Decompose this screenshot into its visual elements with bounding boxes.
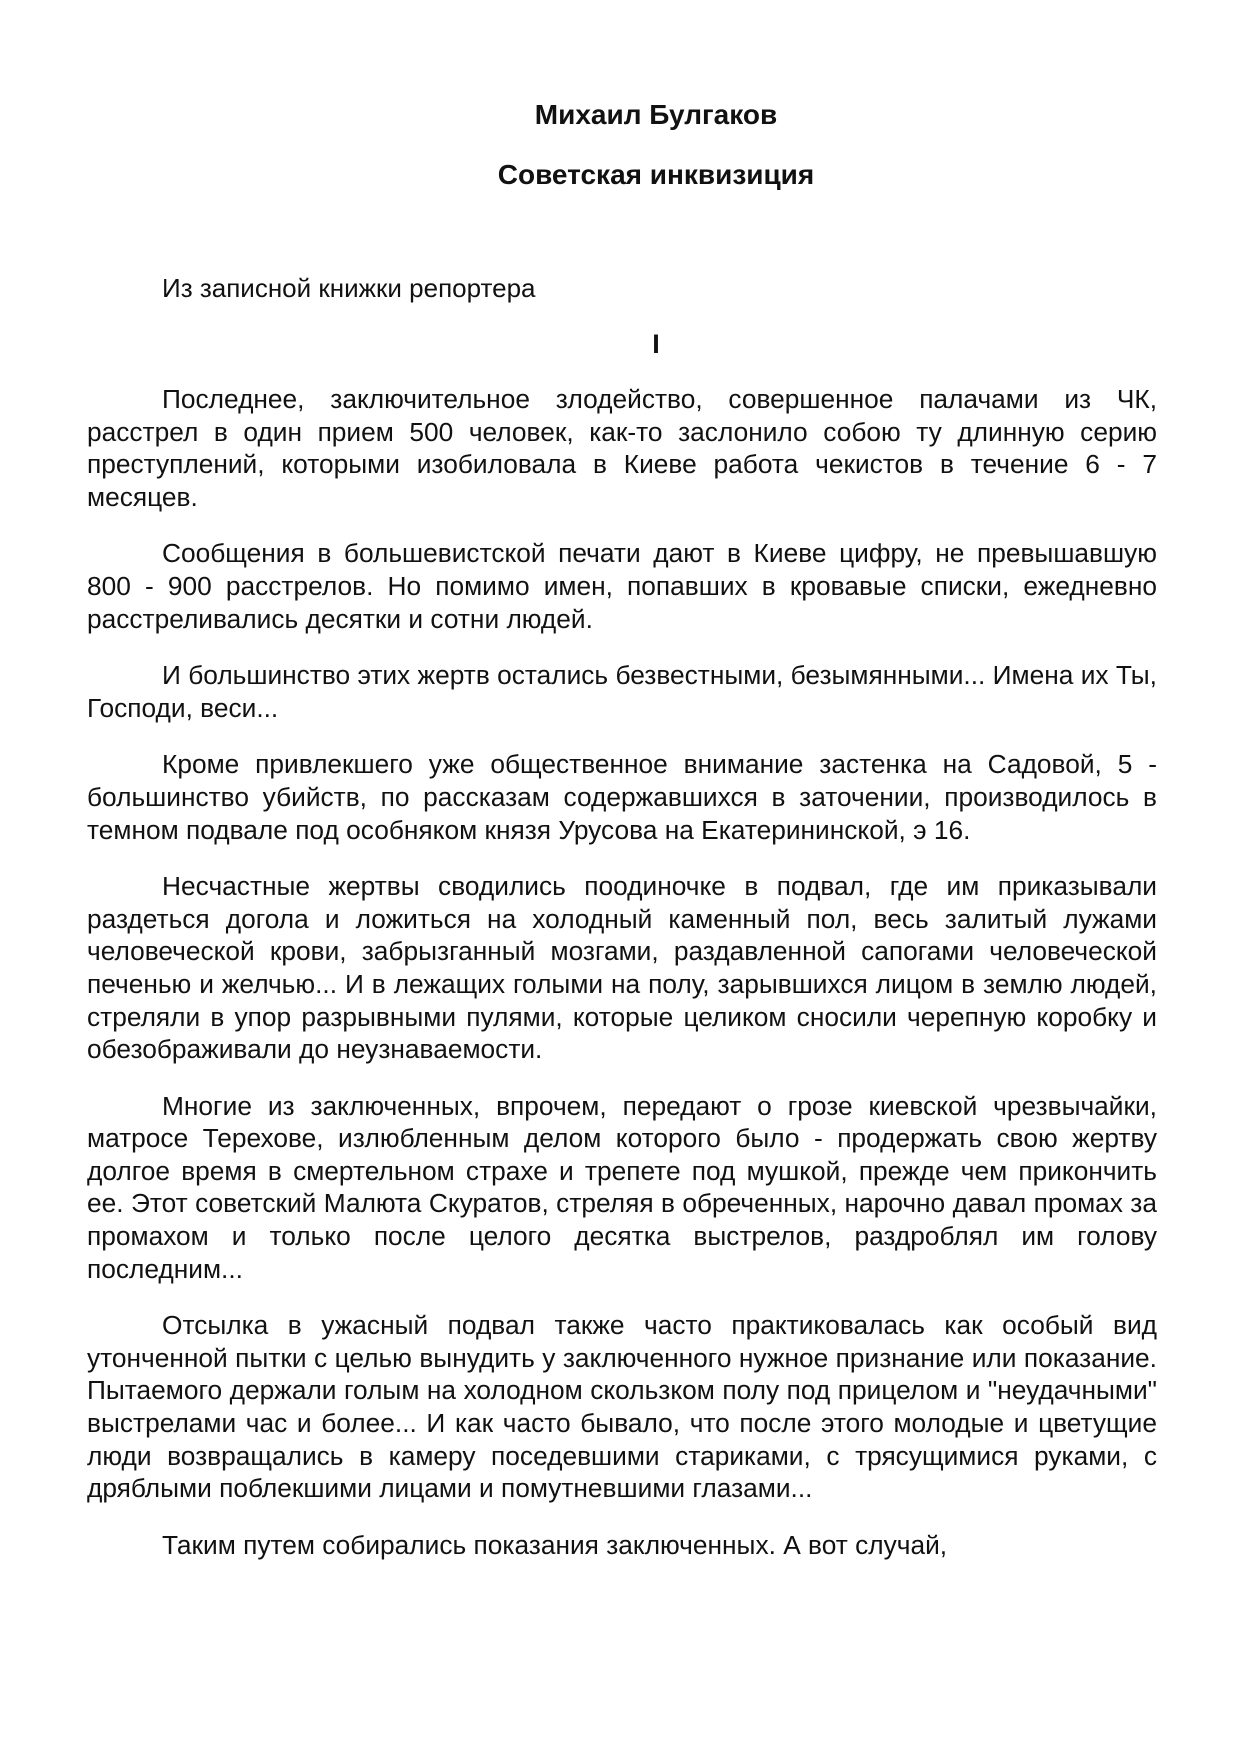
chapter-number: I — [652, 329, 660, 359]
paragraph-7: Отсылка в ужасный подвал также часто практиковалась как особый вид утонченной пытки с целью вынудить у заключенного нужное признание или показание. Пытаемого держали голым на холодном скользком полу под прицелом и "неудачными" выстрелами час и более... И как часто бывало, что после этого молодые и цветущие люди возвращались в камеру поседевшими стариками, с трясущимися руками, с дряблыми поблекшими лицами и помутневшими глазами... — [87, 1310, 1157, 1504]
paragraph-2: Сообщения в большевистской печати дают в Киеве цифру, не превышавшую 800 - 900 расстрелов. Но помимо имен, попавших в кровавые списки, ежедневно расстреливались десятки и сотни людей. — [87, 538, 1157, 634]
paragraph-5: Несчастные жертвы сводились поодиночке в подвал, где им приказывали раздеться догола и ложиться на холодный каменный пол, весь залитый лужами человеческой крови, забрызганный мозгами, раздавленной сапогами человеческой печенью и желчью... И в лежащих голыми на полу, зарывшихся лицом в землю людей, стреляли в упор разрывными пулями, которые целиком сносили черепную коробку и обезображивали до неузнаваемости. — [87, 871, 1157, 1065]
paragraph-6: Многие из заключенных, впрочем, передают о грозе киевской чрезвычайки, матросе Терехове, излюбленным делом которого было - продержать свою жертву долгое время в смертельном страхе и трепете под мушкой, прежде чем прикончить ее. Этот советский Малюта Скуратов, стреляя в обреченных, нарочно давал промах за промахом и только после целого десятка выстрелов, раздроблял им голову последним... — [87, 1090, 1157, 1284]
body-text — [87, 383, 1157, 1585]
paragraph-8: Таким путем собирались показания заключенных. А вот случай, — [162, 1529, 948, 1560]
paragraph-3: И большинство этих жертв остались безвестными, безымянными... Имена их Ты, Господи, веси... — [87, 660, 1157, 723]
paragraph-1: Последнее, заключительное злодейство, совершенное палачами из ЧК, расстрел в один прием 500 человек, как-то заслонило собою ту длинную серию преступлений, которыми изобиловала в Киеве работа чекистов в течение 6 - 7 месяцев. — [87, 384, 1157, 512]
author-name: Михаил Булгаков — [534, 99, 778, 130]
document-subtitle: Из записной книжки репортера — [162, 273, 536, 303]
paragraph-4: Кроме привлекшего уже общественное внимание застенка на Садовой, 5 - большинство убийств, по рассказам содержавшихся в заточении, производилось в темном подвале под особняком князя Урусова на Екатерининской, э 16. — [87, 749, 1157, 845]
document-title: Советская инквизиция — [497, 159, 815, 190]
